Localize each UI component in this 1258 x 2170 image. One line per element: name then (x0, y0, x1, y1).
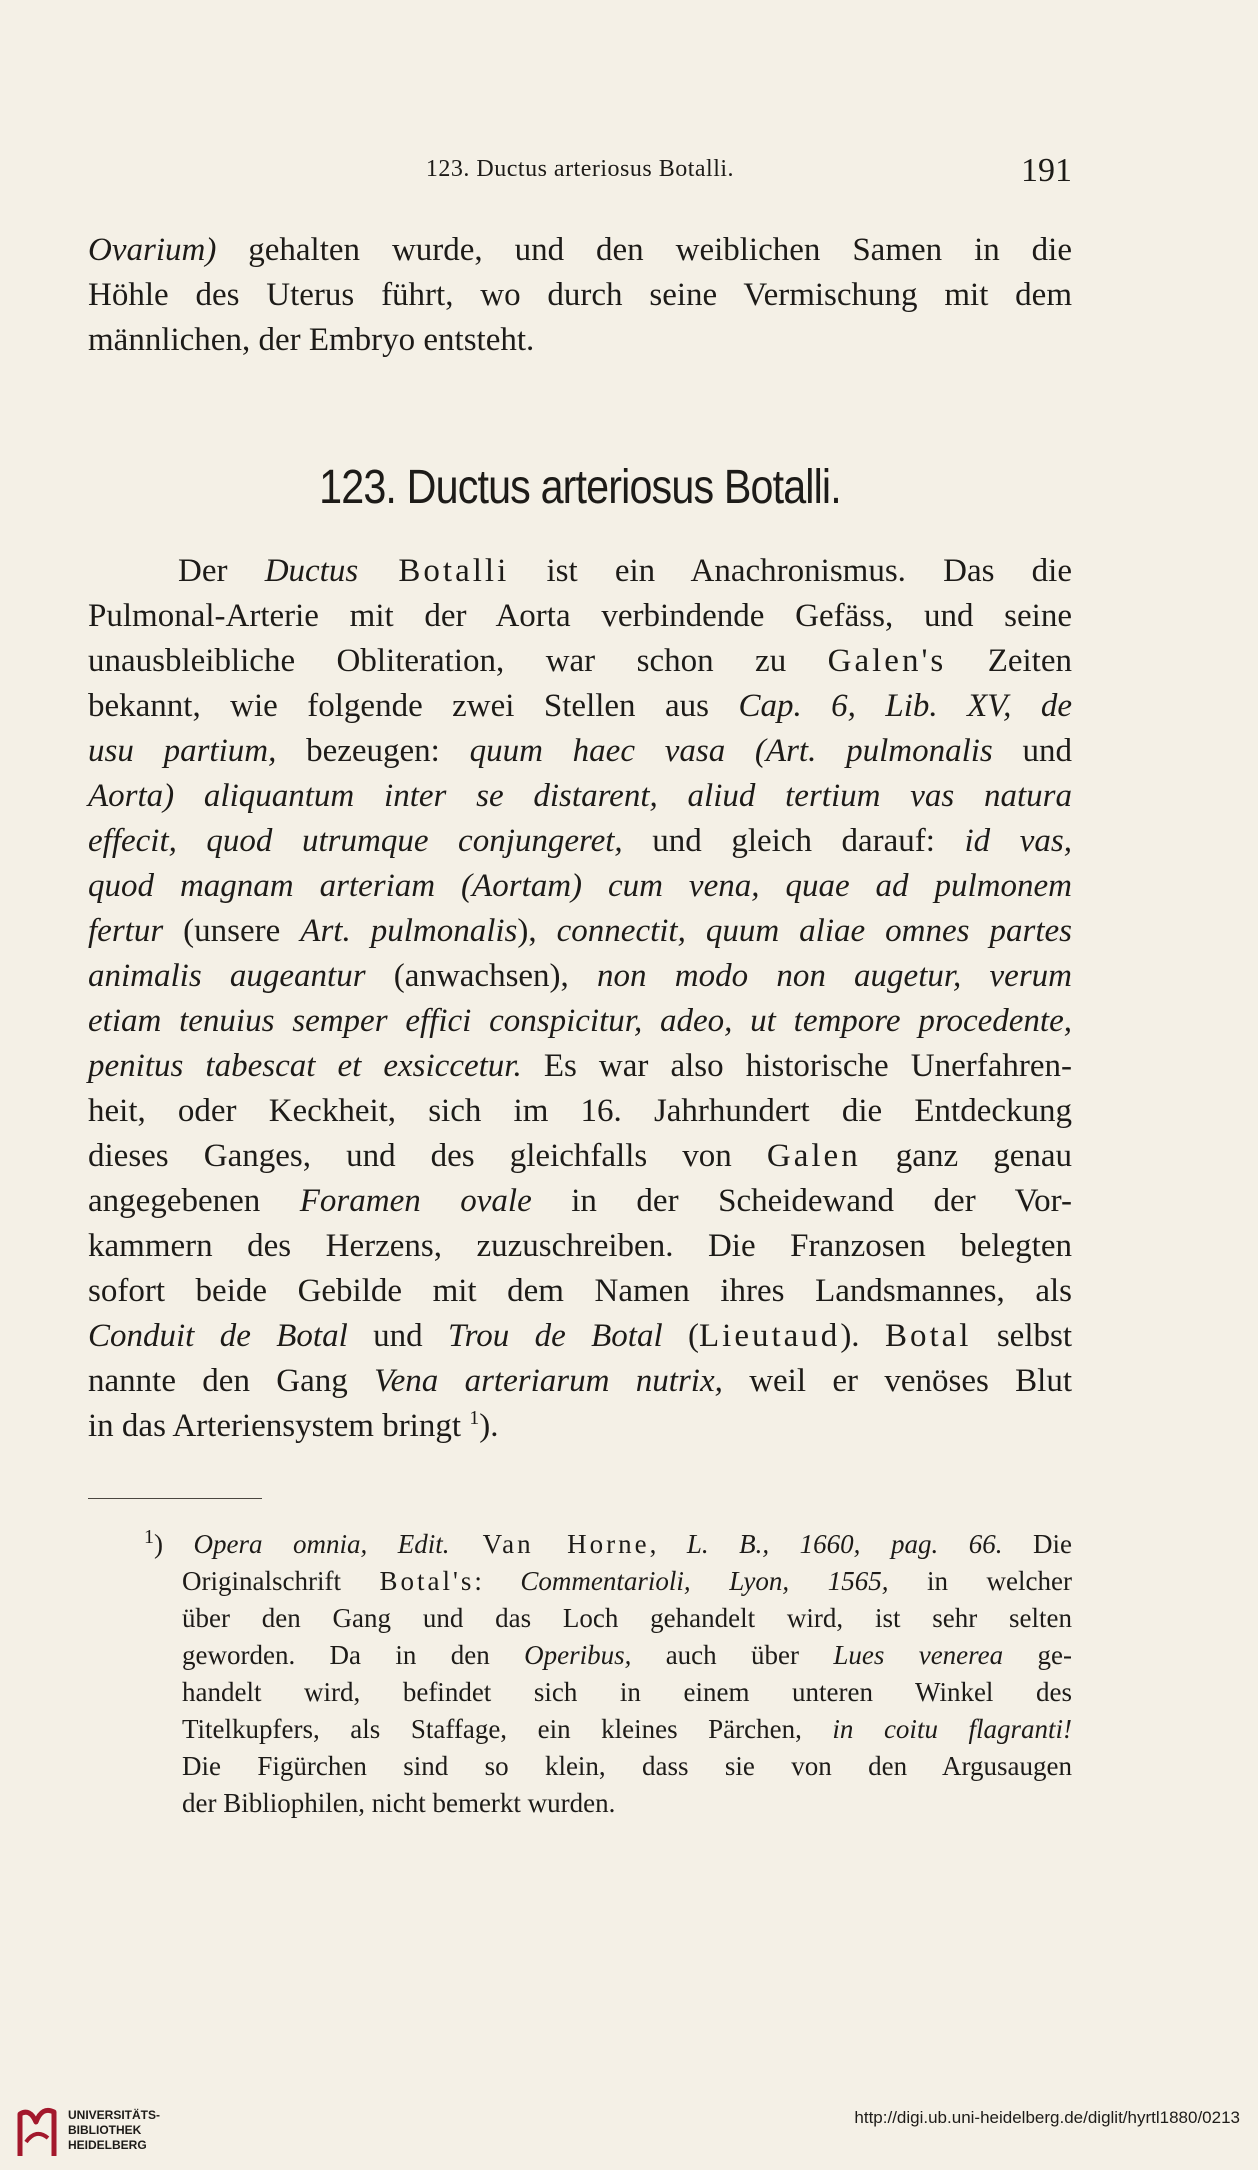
text-line (88, 1224, 1072, 1269)
italic-text: connectit, quum aliae omnes partes (556, 913, 1072, 949)
library-logo[interactable] (14, 2098, 164, 2164)
footnote-reference[interactable]: 1 (469, 1407, 480, 1429)
italic-text: Art. pulmonalis (300, 913, 518, 949)
footnote-mark: 1 (144, 1526, 154, 1548)
running-head (88, 152, 1072, 192)
text-line (88, 1785, 1072, 1822)
text-run: und (347, 1318, 449, 1354)
spaced-name: Van Horne (449, 1529, 650, 1559)
text-run: auch über (631, 1640, 834, 1670)
text-run: (unsere (163, 913, 301, 949)
text-line (88, 954, 1072, 999)
text-line (88, 318, 1072, 363)
text-run: Der (178, 553, 265, 589)
digitization-footer (0, 2092, 1258, 2170)
footnote (88, 1526, 1072, 1822)
text-line (88, 228, 1072, 273)
text-run: geworden. Da in den (182, 1640, 525, 1670)
text-line (88, 1600, 1072, 1637)
text-line (88, 1359, 1072, 1404)
running-title: 123. Ductus arteriosus Botalli. (425, 156, 735, 182)
text-line (88, 909, 1072, 954)
italic-text: animalis augeantur (88, 958, 366, 994)
italic-text: Aorta) aliquantum inter se distarent, aliud tertium vas natura (88, 778, 1072, 814)
italic-text: Opera omnia, Edit. (193, 1529, 450, 1559)
italic-text: quum haec vasa (Art. pulmonalis (469, 733, 993, 769)
page-number: 191 (1021, 152, 1072, 189)
italic-text: L. B., 1660, pag. 66. (686, 1529, 1003, 1559)
text-line (88, 549, 1072, 594)
text-run: (anwachsen), (365, 958, 598, 994)
text-run: ist ein Anachronismus. Das die (509, 553, 1072, 589)
text-line (88, 1563, 1072, 1600)
text-line (88, 864, 1072, 909)
italic-text: Vena arteriarum nutrix, (374, 1363, 723, 1399)
text-line (88, 1637, 1072, 1674)
text-line (88, 1179, 1072, 1224)
text-run: Höhle des Uterus führt, wo durch seine Vermischung mit dem (88, 277, 1072, 313)
text-run: in das Arteriensystem bringt (88, 1408, 470, 1444)
text-run: ganz genau (860, 1138, 1072, 1174)
italic-text: Conduit de Botal (88, 1318, 348, 1354)
text-run: handelt wird, befindet sich in einem unteren Winkel des (182, 1677, 1072, 1707)
italic-text: in coitu flagranti! (832, 1714, 1072, 1744)
text-line (88, 1314, 1072, 1359)
text-line (88, 1044, 1072, 1089)
text-line (88, 1404, 1072, 1449)
spaced-name: Galen (766, 1138, 861, 1174)
text-line (88, 729, 1072, 774)
text-line (88, 1526, 1072, 1563)
italic-text: non modo non augetur, verum (597, 958, 1072, 994)
text-run: dieses Ganges, und des gleichfalls von (88, 1138, 767, 1174)
spaced-name: Lieutaud (699, 1318, 841, 1354)
logo-line: HEIDELBERG (68, 2138, 147, 2152)
spaced-name: Botal (884, 1318, 972, 1354)
text-line (88, 774, 1072, 819)
text-run: , (649, 1529, 687, 1559)
text-run: bekannt, wie folgende zwei Stellen aus (88, 688, 739, 724)
spaced-name: Botal's (379, 1566, 475, 1596)
text-line (88, 1089, 1072, 1134)
text-run: sofort beide Gebilde mit dem Namen ihres Landsmannes, als (88, 1273, 1072, 1309)
text-run: in der Scheidewand der Vor- (531, 1183, 1072, 1219)
text-run: Titelkupfers, als Staffage, ein kleines Pärchen, (182, 1714, 833, 1744)
text-run: ) (154, 1529, 194, 1559)
text-run: in welcher (888, 1566, 1072, 1596)
italic-text: usu partium, (88, 733, 277, 769)
text-run: Die Figürchen sind so klein, dass sie von den Argusaugen (182, 1751, 1072, 1781)
italic-text: id vas, (964, 823, 1072, 859)
text-run: ge- (1003, 1640, 1072, 1670)
text-line (88, 1674, 1072, 1711)
text-run: Es war also historische Unerfahren- (521, 1048, 1073, 1084)
logo-line: BIBLIOTHEK (68, 2123, 142, 2137)
text-run: über den Gang und das Loch gehandelt wird, ist sehr selten (182, 1603, 1072, 1633)
text-run: ), (517, 913, 557, 949)
text-line (88, 819, 1072, 864)
italic-text: Operibus, (524, 1640, 632, 1670)
text-run: Zeiten (946, 643, 1072, 679)
text-run: bezeugen: (276, 733, 470, 769)
text-run: und (992, 733, 1073, 769)
footnote-divider (88, 1498, 262, 1499)
body-paragraph (88, 549, 1072, 1449)
text-line (88, 273, 1072, 318)
section-heading: 123. Ductus arteriosus Botalli. (319, 461, 841, 514)
italic-text: quod magnam arteriam (Aortam) cum vena, quae ad pulmonem (88, 868, 1072, 904)
italic-text: Ovarium) (88, 232, 217, 268)
text-run: angegebenen (88, 1183, 300, 1219)
source-url-link[interactable]: http://digi.ub.uni-heidelberg.de/diglit/hyrtl1880/0213 (854, 2108, 1240, 2127)
text-run: ( (662, 1318, 700, 1354)
italic-text: Lues venerea (833, 1640, 1004, 1670)
text-line (88, 594, 1072, 639)
text-line (88, 639, 1072, 684)
text-line (88, 1134, 1072, 1179)
text-run: weil er venöses Blut (722, 1363, 1072, 1399)
logo-line: UNIVERSITÄTS- (68, 2108, 161, 2122)
library-logo-text (68, 2108, 160, 2153)
library-logo-icon (14, 2098, 62, 2162)
italic-text: penitus tabescat et exsiccetur. (88, 1048, 522, 1084)
text-run: ). (840, 1318, 885, 1354)
text-line (88, 1269, 1072, 1314)
italic-text: Ductus (264, 553, 359, 589)
italic-text: effecit, quod utrumque conjungeret, (88, 823, 623, 859)
text-line (88, 999, 1072, 1044)
text-run: kammern des Herzens, zuzuschreiben. Die Franzosen belegten (88, 1228, 1072, 1264)
italic-text: Trou de Botal (448, 1318, 663, 1354)
italic-text: Commentarioli, Lyon, 1565, (520, 1566, 889, 1596)
text-run: unausbleibliche Obliteration, war schon zu (88, 643, 828, 679)
text-line (88, 1748, 1072, 1785)
text-run: Die (1002, 1529, 1072, 1559)
text-line (88, 684, 1072, 729)
italic-text: Cap. 6, Lib. XV, de (738, 688, 1072, 724)
text-run: Originalschrift (182, 1566, 380, 1596)
text-run: ). (479, 1408, 499, 1444)
text-run: nannte den Gang (88, 1363, 375, 1399)
text-run: gehalten wurde, und den weiblichen Samen in die (216, 232, 1072, 268)
italic-text: Foramen ovale (299, 1183, 532, 1219)
text-line (88, 1711, 1072, 1748)
text-run: : (474, 1566, 521, 1596)
text-run: heit, oder Keckheit, sich im 16. Jahrhundert die Entdeckung (88, 1093, 1072, 1129)
intro-paragraph (88, 228, 1072, 363)
text-run: und gleich darauf: (622, 823, 965, 859)
italic-text: etiam tenuius semper effici conspicitur, adeo, ut tempore procedente, (88, 1003, 1072, 1039)
italic-text: fertur (88, 913, 164, 949)
spaced-name: Botalli (358, 553, 510, 589)
text-run: männlichen, der Embryo entsteht. (88, 322, 535, 358)
text-run: Pulmonal-Arterie mit der Aorta verbindende Gefäss, und seine (88, 598, 1072, 634)
text-run: selbst (971, 1318, 1073, 1354)
text-run: der Bibliophilen, nicht bemerkt wurden. (182, 1788, 616, 1818)
spaced-name: Galen's (827, 643, 947, 679)
